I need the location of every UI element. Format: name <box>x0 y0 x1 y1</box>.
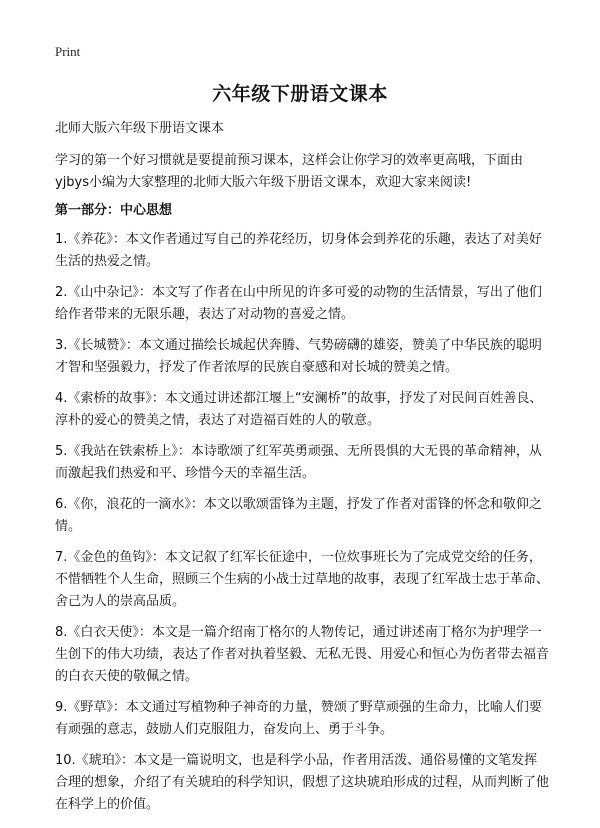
summary-entry-10: 10.《琥珀》：本文是一篇说明文，也是科学小品，作者用活泼、通俗易懂的文笔发挥合理的想象，介绍了有关琥珀的科学知识，假想了这块琥珀形成的过程，从而判断了他在科学上的价值。 <box>55 753 550 812</box>
summary-entry-2: 2.《山中杂记》：本文写了作者在山中所见的许多可爱的动物的生活情景，写出了他们给作者带来的无限乐趣，表达了对动物的喜爱之情。 <box>55 285 542 322</box>
summary-entry-8: 8.《白衣天使》：本文是一篇介绍南丁格尔的人物传记，通过讲述南丁格尔为护理学一生创下的伟大功绩，表达了作者对执着坚毅、无私无畏、用爱心和恒心为伤者带去福音的白衣天使的敬佩之情。 <box>55 625 550 684</box>
summary-entry-9: 9.《野草》：本文通过写植物种子神奇的力量，赞颂了野草顽强的生命力，比喻人们要有顽强的意志，鼓励人们克服阻力，奋发向上、勇于斗争。 <box>55 700 542 737</box>
section-heading: 第一部分：中心思想 <box>55 203 173 218</box>
summary-entry-4: 4.《索桥的故事》：本文通过讲述都江堰上“安澜桥”的故事，抒发了对民间百姓善良、淳朴的爱心的赞美之情，表达了对造福百姓的人的敬意。 <box>55 391 543 428</box>
summary-entry-1: 1.《养花》：本文作者通过写自己的养花经历，切身体会到养花的乐趣，表达了对美好生活的热爱之情。 <box>55 232 542 269</box>
summary-entry-6: 6.《你，浪花的一滴水》：本文以歌颂雷锋为主题，抒发了作者对雷锋的怀念和敬仰之情。 <box>55 497 542 534</box>
summary-list <box>55 229 549 825</box>
page-title: 六年级下册语文课本 <box>212 83 388 105</box>
summary-entry-5: 5.《我站在铁索桥上》：本诗歌颂了红军英勇顽强、无所畏惧的大无畏的革命精神，从而激起我们热爱和平、珍惜今天的幸福生活。 <box>55 444 542 481</box>
summary-entry-7: 7.《金色的鱼钩》：本文记叙了红军长征途中，一位炊事班长为了完成党交给的任务，不惜牺牲个人生命，照顾三个生病的小战士过草地的故事，表现了红军战士忠于革命、舍己为人的崇高品质。 <box>55 550 550 609</box>
document-subtitle: 北师大版六年级下册语文课本 <box>55 121 225 136</box>
summary-entry-3: 3.《长城赞》：本文通过描绘长城起伏奔腾、气势磅礴的雄姿，赞美了中华民族的聪明才智和坚强毅力，抒发了作者浓厚的民族自豪感和对长城的赞美之情。 <box>55 338 542 375</box>
print-link[interactable]: Print <box>55 44 81 59</box>
intro-paragraph: 学习的第一个好习惯就是要提前预习课本，这样会让你学习的效率更高哦，下面由yjbys小编为大家整理的北师大版六年级下册语文课本，欢迎大家来阅读! <box>55 153 524 190</box>
